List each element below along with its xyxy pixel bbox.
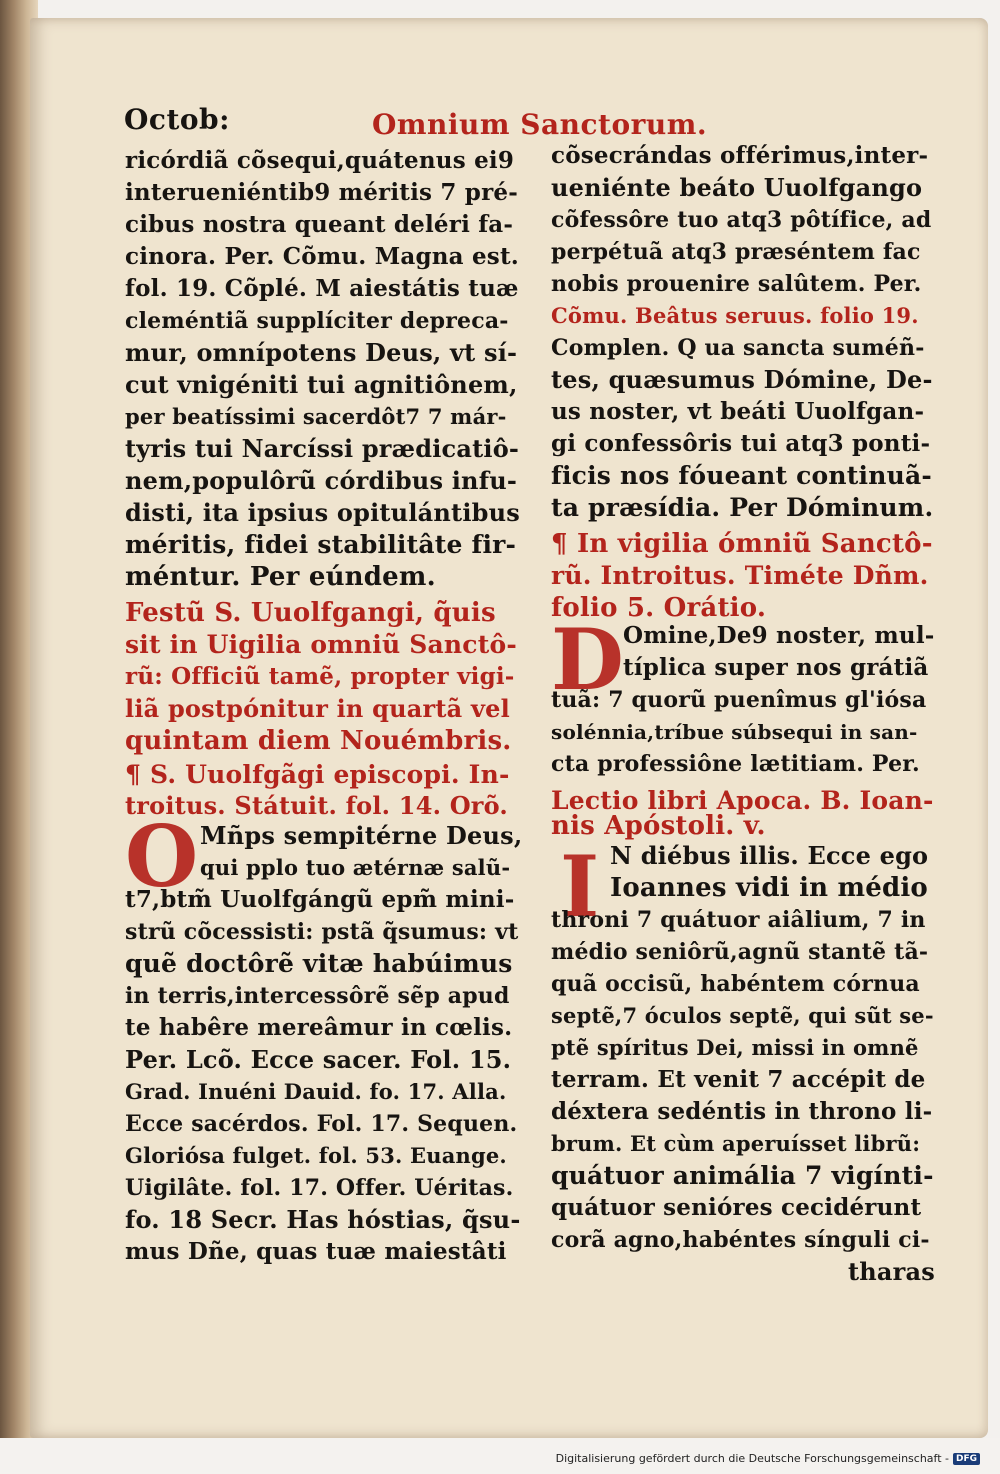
text-line: Mñps sempitérne Deus, xyxy=(200,821,523,850)
text-line: déxtera sedéntis in throno li- xyxy=(551,1098,933,1125)
section-heading: nis Apóstoli. v. xyxy=(551,811,766,841)
text-line: quátuor animália 7 vigínti- xyxy=(551,1161,934,1190)
text-line: septẽ,7 óculos septẽ, qui sũt se- xyxy=(551,1003,934,1028)
text-line: throni 7 quátuor aiâlium, 7 in xyxy=(551,907,926,933)
text-line: médio seniôrũ,agnũ stantẽ tã- xyxy=(551,939,929,965)
text-line: quẽ doctôrẽ vitæ habúimus xyxy=(125,949,513,978)
text-line: fo. 18 Secr. Has hóstias, q̃su- xyxy=(125,1205,521,1234)
section-heading: ¶ In vigilia ómniũ Sanctô- xyxy=(551,529,933,559)
text-line: Per. Lcõ. Ecce sacer. Fol. 15. xyxy=(125,1045,512,1074)
text-line: ueniénte beáto Uuolfgango xyxy=(551,173,923,202)
text-line: quátuor senióres cecidérunt xyxy=(551,1194,922,1221)
section-heading: ¶ S. Uuolfgãgi episcopi. In- xyxy=(125,760,510,789)
text-line: típlica super nos grátiã xyxy=(623,654,929,681)
text-line: ptẽ spíritus Dei, missi in omnẽ xyxy=(551,1035,919,1060)
text-line: qui pplo tuo ætérnæ salũ- xyxy=(200,855,511,880)
dfg-logo-icon: DFG xyxy=(953,1453,980,1465)
text-line: gi confessôris tui atq3 ponti- xyxy=(551,430,931,457)
text-line: tharas xyxy=(848,1257,935,1286)
text-line: brum. Et cùm aperuísset librũ: xyxy=(551,1131,921,1156)
text-line: Gloriósa fulget. fol. 53. Euange. xyxy=(125,1143,507,1168)
text-line: solénnia,tríbue súbsequi in san- xyxy=(551,720,918,744)
text-line: Grad. Inuéni Dauid. fo. 17. Alla. xyxy=(125,1079,507,1104)
text-line: terram. Et venit 7 accépit de xyxy=(551,1066,926,1093)
digitization-credit xyxy=(556,1452,980,1465)
text-line: Omine,De9 noster, mul- xyxy=(623,622,935,649)
text-line: cleméntiã supplíciter depreca- xyxy=(125,308,509,334)
credit-text: Digitalisierung gefördert durch die Deutsche Forschungsgemeinschaft - xyxy=(555,1452,949,1465)
decorated-initial: D xyxy=(551,610,624,709)
text-line: Ioannes vidi in médio xyxy=(610,873,928,903)
section-heading: folio 5. Orátio. xyxy=(551,593,767,623)
section-heading: rũ. Introitus. Timéte Dñm. xyxy=(551,561,929,590)
rubric-line: sit in Uigilia omniũ Sanctô- xyxy=(125,630,517,659)
rubric-line: quintam diem Nouémbris. xyxy=(125,726,512,756)
running-head-title: Omnium Sanctorum. xyxy=(372,108,708,141)
text-line: cinora. Per. Cõmu. Magna est. xyxy=(125,243,519,270)
text-line: tuã: 7 quorũ puenîmus gl'iósa xyxy=(551,687,927,713)
text-line: Ecce sacérdos. Fol. 17. Sequen. xyxy=(125,1111,518,1137)
text-line: cut vnigéniti tui agnitiônem, xyxy=(125,370,518,399)
text-line: Cõmu. Beâtus seruus. folio 19. xyxy=(551,303,919,328)
text-line: Uigilâte. fol. 17. Offer. Uéritas. xyxy=(125,1175,514,1201)
text-line: disti, ita ipsius opitulántibus xyxy=(125,498,520,527)
text-line: t7,btm̃ Uuolfgángũ epm̃ mini- xyxy=(125,886,515,913)
rubric-line: rũ: Officiũ tamẽ, propter vigi- xyxy=(125,663,515,690)
text-line: nem,populôrũ córdibus infu- xyxy=(125,466,518,495)
text-line: ficis nos fóueant continuã- xyxy=(551,461,932,490)
text-line: interueniéntib9 méritis 7 pré- xyxy=(125,179,518,206)
text-line: cõsecrándas offérimus,inter- xyxy=(551,142,929,169)
text-line: nobis prouenire salûtem. Per. xyxy=(551,271,922,297)
rubric-line: liã postpónitur in quartã vel xyxy=(125,694,510,723)
text-line: us noster, vt beáti Uuolfgan- xyxy=(551,398,925,425)
text-line: quã occisũ, habéntem córnua xyxy=(551,971,920,997)
text-line: strũ cõcessisti: pstã q̃sumus: vt xyxy=(125,919,519,945)
section-heading: Lectio libri Apoca. B. Ioan- xyxy=(551,786,934,815)
text-line: méritis, fidei stabilitâte fir- xyxy=(125,530,517,559)
running-head-month: Octob: xyxy=(124,103,230,136)
text-line: tyris tui Narcíssi prædicatiô- xyxy=(125,434,520,463)
text-line: fol. 19. Cõplé. M aiestátis tuæ xyxy=(125,275,519,302)
text-line: mus Dñe, quas tuæ maiestâti xyxy=(125,1238,507,1265)
text-line: cõfessôre tuo atq3 pôtífice, ad xyxy=(551,207,932,233)
text-line: N diébus illis. Ecce ego xyxy=(610,841,929,870)
text-line: per beatíssimi sacerdôt7 7 már- xyxy=(125,404,507,429)
text-line: in terris,intercessôrẽ sẽp apud xyxy=(125,983,510,1009)
text-line: cta professiône lætitiam. Per. xyxy=(551,751,920,777)
text-line: mur, omnípotens Deus, vt sí- xyxy=(125,338,518,367)
text-line: corã agno,habéntes sínguli ci- xyxy=(551,1227,930,1253)
text-line: cibus nostra queant deléri fa- xyxy=(125,211,514,238)
text-line: perpétuã atq3 præséntem fac xyxy=(551,239,921,265)
text-line: te habêre mereâmur in cœlis. xyxy=(125,1014,513,1041)
text-line: ricórdiã cõsequi,quátenus ei9 xyxy=(125,147,515,174)
text-line: Complen. Q ua sancta suméñ- xyxy=(551,335,925,361)
text-line: ta præsídia. Per Dóminum. xyxy=(551,493,934,522)
decorated-initial: O xyxy=(125,807,199,906)
text-line: méntur. Per eúndem. xyxy=(125,562,436,592)
section-heading: troitus. Státuit. fol. 14. Orõ. xyxy=(125,791,508,820)
decorated-initial: I xyxy=(560,837,600,936)
rubric-line: Festũ S. Uuolfgangi, q̃uis xyxy=(125,598,496,628)
text-line: tes, quæsumus Dómine, De- xyxy=(551,365,933,394)
